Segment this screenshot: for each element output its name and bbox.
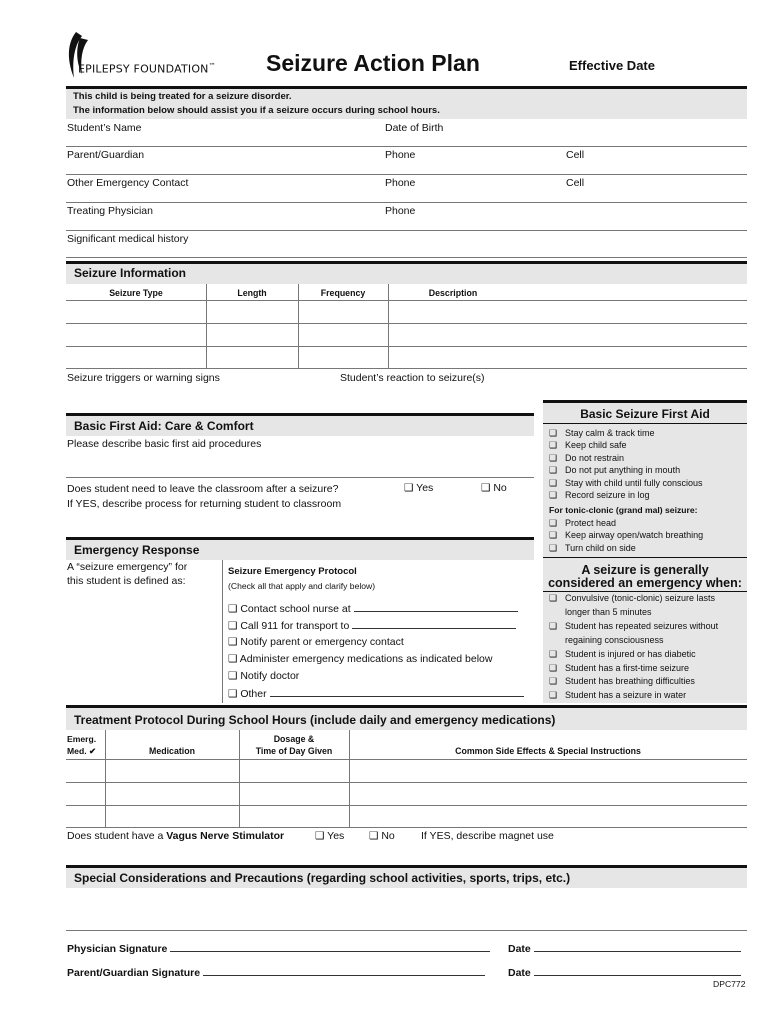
checkbox-icon	[369, 830, 378, 842]
checkbox-icon	[549, 489, 565, 501]
checkbox-icon	[549, 452, 565, 464]
special-heading: Special Considerations and Precautions (regarding school activities, sports, trips, etc.)	[74, 871, 571, 885]
emergency-when-list	[549, 592, 718, 703]
date-line[interactable]	[534, 966, 741, 976]
col-medication: Medication	[149, 746, 195, 756]
checkbox-icon	[404, 482, 413, 494]
parent-guardian-field[interactable]: Parent/Guardian	[67, 149, 145, 161]
protocol-notify-doctor[interactable]	[228, 670, 299, 682]
checkbox-icon	[549, 675, 565, 689]
protocol-notify-parent[interactable]	[228, 636, 404, 648]
field-line	[66, 257, 747, 258]
date-line[interactable]	[534, 942, 741, 952]
seizure-info-heading: Seizure Information	[74, 266, 187, 280]
emergency-definition-line-1: A “seizure emergency” for	[67, 561, 188, 573]
date-of-birth-field[interactable]: Date of Birth	[385, 122, 444, 134]
field-line	[66, 146, 747, 147]
emergency-when-heading-1: A seizure is generally	[581, 563, 709, 577]
table-line	[66, 368, 747, 369]
protocol-item-label: Administer emergency medications as indicated below	[239, 653, 493, 665]
table-divider	[298, 284, 299, 368]
checkbox-icon	[549, 592, 565, 606]
table-divider	[105, 730, 106, 827]
intro-line-1: This child is being treated for a seizure disorder.	[73, 91, 292, 102]
checkbox-icon	[549, 477, 565, 489]
box-rule	[543, 557, 747, 558]
tonic-clonic-heading: For tonic-clonic (grand mal) seizure:	[549, 505, 698, 515]
other-contact-phone-field[interactable]: Phone	[385, 177, 416, 189]
students-name-field[interactable]: Student’s Name	[67, 122, 142, 134]
protocol-heading: Seizure Emergency Protocol	[228, 566, 357, 577]
col-emerg-line-1: Emerg.	[67, 734, 97, 744]
list-item: ❑Student has a seizure in water	[549, 689, 718, 703]
checkbox-icon	[549, 648, 565, 662]
table-divider	[239, 730, 240, 827]
checkbox-icon	[228, 653, 237, 665]
table-line	[66, 759, 747, 760]
table-line	[66, 323, 747, 324]
fill-in-line[interactable]	[352, 619, 516, 629]
field-line	[66, 202, 747, 203]
vns-yes-checkbox[interactable]: ❑ Yes	[315, 830, 344, 842]
list-item: ❑Record seizure in log	[549, 489, 703, 501]
col-emerg-line-2: Med. ✔	[67, 746, 97, 756]
leave-yes-label: Yes	[416, 482, 434, 494]
field-line	[66, 174, 747, 175]
col-length: Length	[237, 288, 267, 298]
checkbox-icon	[549, 620, 565, 634]
list-item: ❑Do not put anything in mouth	[549, 464, 703, 476]
list-item: ❑Do not restrain	[549, 452, 703, 464]
list-item: ❑Student is injured or has diabetic	[549, 648, 718, 662]
first-aid-list	[549, 427, 703, 501]
triggers-field[interactable]: Seizure triggers or warning signs	[67, 372, 220, 384]
section-rule	[543, 400, 747, 403]
protocol-administer-meds[interactable]	[228, 653, 492, 665]
table-line	[66, 827, 747, 828]
effective-date-label: Effective Date	[569, 58, 655, 73]
col-side-effects: Common Side Effects & Special Instructions	[455, 746, 641, 756]
form-code: DPC772	[713, 979, 746, 989]
checkbox-icon	[549, 689, 565, 703]
checkbox-icon	[481, 482, 490, 494]
protocol-note: (Check all that apply and clarify below)	[228, 581, 376, 591]
signature-line[interactable]	[203, 966, 485, 976]
protocol-other[interactable]	[228, 687, 524, 700]
checkbox-icon	[549, 439, 565, 451]
checkbox-icon	[549, 517, 565, 529]
checkbox-icon	[549, 464, 565, 476]
list-item: ❑Stay with child until fully conscious	[549, 477, 703, 489]
leave-no-checkbox[interactable]	[481, 482, 507, 494]
protocol-item-label: Notify parent or emergency contact	[240, 636, 404, 648]
table-divider	[349, 730, 350, 827]
field-line	[66, 477, 534, 478]
checkbox-icon	[228, 603, 237, 615]
field-line	[66, 230, 747, 231]
tonic-clonic-list	[549, 517, 703, 554]
vns-no-checkbox[interactable]: ❑ No	[369, 830, 395, 842]
list-item: ❑Stay calm & track time	[549, 427, 703, 439]
protocol-item-label: Contact school nurse at	[240, 603, 351, 615]
checkbox-icon	[228, 670, 237, 682]
emergency-definition-line-2: this student is defined as:	[67, 575, 186, 587]
leave-no-label: No	[493, 482, 507, 494]
emergency-divider	[222, 560, 223, 703]
list-item: ❑Student has breathing difficulties	[549, 675, 718, 689]
physician-signature-field[interactable]: Physician Signature	[67, 942, 490, 955]
list-item: ❑Turn child on side	[549, 542, 703, 554]
col-frequency: Frequency	[320, 288, 366, 298]
box-rule	[543, 423, 747, 424]
reaction-field[interactable]: Student’s reaction to seizure(s)	[340, 372, 485, 384]
list-item: ❑Keep child safe	[549, 439, 703, 451]
signature-line[interactable]	[170, 942, 490, 952]
col-dosage-line-1: Dosage &	[273, 734, 315, 744]
emergency-when-heading-2: considered an emergency when:	[548, 576, 742, 590]
treatment-heading: Treatment Protocol During School Hours (include daily and emergency medications)	[74, 713, 556, 727]
vns-bold-text: Vagus Nerve Stimulator	[166, 830, 285, 842]
table-line	[66, 346, 747, 347]
protocol-contact-nurse[interactable]	[228, 602, 518, 615]
checkbox-icon	[549, 529, 565, 541]
checkbox-icon	[549, 427, 565, 439]
vns-question: Does student have a Vagus Nerve Stimulator	[67, 830, 285, 842]
leave-yes-checkbox[interactable]	[404, 482, 433, 494]
checkbox-icon	[228, 620, 237, 632]
list-item-continuation: regaining consciousness	[565, 634, 664, 645]
table-line	[66, 300, 747, 301]
protocol-call-911[interactable]	[228, 619, 516, 632]
checkbox-icon	[549, 542, 565, 554]
protocol-item-label: Notify doctor	[240, 670, 300, 682]
list-item: ❑Student has a first-time seizure	[549, 662, 718, 676]
fill-in-line[interactable]	[354, 602, 518, 612]
list-item: ❑Student has repeated seizures without	[549, 620, 718, 634]
list-item: ❑Protect head	[549, 517, 703, 529]
page-title: Seizure Action Plan	[266, 50, 480, 76]
col-description: Description	[428, 288, 478, 298]
other-contact-field[interactable]: Other Emergency Contact	[67, 177, 189, 189]
logo-text: EPILEPSY FOUNDATION	[78, 62, 209, 76]
checkbox-icon	[228, 636, 237, 648]
first-aid-describe-field[interactable]: Please describe basic first aid procedures	[67, 438, 262, 450]
list-item: ❑Keep airway open/watch breathing	[549, 529, 703, 541]
basic-seizure-first-aid-heading: Basic Seizure First Aid	[580, 407, 710, 421]
col-seizure-type: Seizure Type	[109, 288, 163, 298]
medical-history-field[interactable]: Significant medical history	[67, 233, 189, 245]
physician-phone-field[interactable]: Phone	[385, 205, 416, 217]
list-item: ❑Convulsive (tonic-clonic) seizure lasts	[549, 592, 718, 606]
return-process-field[interactable]: If YES, describe process for returning student to classroom	[67, 498, 342, 510]
checkbox-icon	[549, 662, 565, 676]
field-line	[66, 930, 747, 931]
physician-date-field[interactable]: Date	[508, 942, 741, 955]
leave-classroom-question: Does student need to leave the classroom after a seizure?	[67, 483, 339, 495]
intro-line-2: The information below should assist you if a seizure occurs during school hours.	[73, 105, 440, 116]
protocol-item-label: Other	[240, 688, 267, 700]
table-divider	[388, 284, 389, 368]
checkbox-icon	[228, 688, 237, 700]
parent-phone-field[interactable]: Phone	[385, 149, 416, 161]
parent-cell-field[interactable]: Cell	[566, 149, 585, 161]
vns-magnet-field[interactable]: If YES, describe magnet use	[421, 830, 554, 842]
first-aid-heading: Basic First Aid: Care & Comfort	[74, 419, 254, 433]
fill-in-line[interactable]	[270, 687, 524, 697]
protocol-item-label: Call 911 for transport to	[240, 620, 350, 632]
list-item-continuation: longer than 5 minutes	[565, 606, 652, 617]
other-contact-cell-field[interactable]: Cell	[566, 177, 585, 189]
parent-date-field[interactable]: Date	[508, 966, 741, 979]
logo-trademark: ™	[208, 62, 216, 70]
table-line	[66, 782, 747, 783]
table-line	[66, 805, 747, 806]
parent-signature-field[interactable]: Parent/Guardian Signature	[67, 966, 485, 979]
emergency-response-heading: Emergency Response	[74, 543, 200, 557]
col-dosage-line-2: Time of Day Given	[255, 746, 333, 756]
checkbox-icon	[315, 830, 324, 842]
table-divider	[206, 284, 207, 368]
treating-physician-field[interactable]: Treating Physician	[67, 205, 153, 217]
